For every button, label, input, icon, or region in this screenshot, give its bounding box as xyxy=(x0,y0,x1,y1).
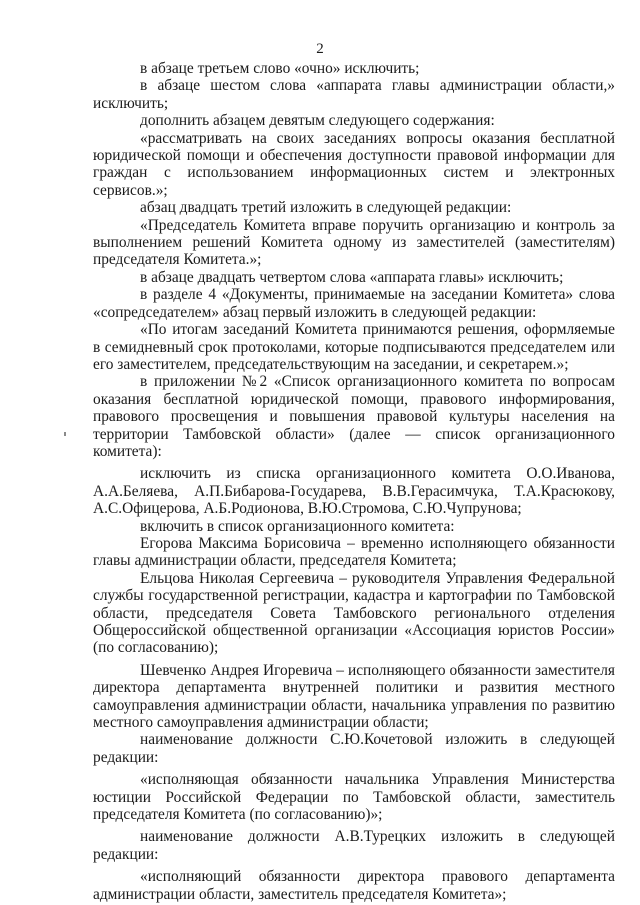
paragraph: дополнить абзацем девятым следующего содержания: xyxy=(140,112,495,130)
paragraph: Егорова Максима Борисовича – временно исполняющего обязанности главы администрации области, председателя Комитета; xyxy=(93,534,615,570)
paragraph: «По итогам заседаний Комитета принимаются решения, оформляемые в семидневный срок протоколами, которые подписываются председателем или его заместителем, председательствующим на заседании, и секретарем.»; xyxy=(93,321,615,373)
page-number: 2 xyxy=(316,41,324,57)
paragraph: наименование должности А.В.Турецких изложить в следующей редакции: xyxy=(93,828,615,863)
paragraph: Шевченко Андрея Игоревича – исполняющего обязанности заместителя директора департамента внутренней политики и развития местного самоуправления администрации области, начальника управления по развитию местного самоуправления администрации области; xyxy=(93,661,615,732)
paragraph: «рассматривать на своих заседаниях вопросы оказания бесплатной юридической помощи и обеспечения доступности правовой информации для граждан с использованием информационных систем и электронных сервисов.»; xyxy=(93,129,615,199)
paragraph: исключить из списка организационного комитета О.О.Иванова, А.А.Беляева, А.П.Бибарова-Государева, В.В.Герасимчука, Т.А.Красюкову, А.С.Офицерова, А.Б.Родионова, В.Ю.Стромова, С.Ю.Чупрунова; xyxy=(93,465,615,518)
paragraph: наименование должности С.Ю.Кочетовой изложить в следующей редакции: xyxy=(93,731,615,766)
paragraph: абзац двадцать третий изложить в следующей редакции: xyxy=(140,199,512,217)
document-body xyxy=(93,60,615,903)
paragraph: в разделе 4 «Документы, принимаемые на заседании Комитета» слова «сопредседателем» абзац первый изложить в следующей редакции: xyxy=(93,286,615,321)
paragraph: «исполняющий обязанности директора правового департамента администрации области, заместитель председателя Комитета»; xyxy=(93,868,615,903)
paragraph: «исполняющая обязанности начальника Управления Министерства юстиции Российской Федерации по Тамбовской области, заместитель председателя Комитета (по согласованию)»; xyxy=(93,771,615,824)
paragraph: Ельцова Николая Сергеевича – руководителя Управления Федеральной службы государственной регистрации, кадастра и картографии по Тамбовской области, председателя Совета Тамбовского регионального отделения Общероссийской общественной организации «Ассоциация юристов России» (по согласованию); xyxy=(93,569,615,657)
paragraph: в приложении №2 «Список организационного комитета по вопросам оказания бесплатной юридической помощи, правового информирования, правового просвещения и повышения правовой культуры населения на территории Тамбовской области» (далее — список организационного комитета): xyxy=(93,373,615,460)
paragraph: включить в список организационного комитета: xyxy=(140,517,455,535)
paragraph: «Председатель Комитета вправе поручить организацию и контроль за выполнением решений Комитета одному из заместителей (заместителям) председателя Комитета.»; xyxy=(93,216,615,269)
paragraph: в абзаце третьем слово «очно» исключить; xyxy=(140,60,420,77)
scan-speck xyxy=(64,432,66,436)
paragraph: в абзаце шестом слова «аппарата главы администрации области,» исключить; xyxy=(93,77,615,112)
paragraph: в абзаце двадцать четвертом слова «аппарата главы» исключить; xyxy=(140,268,564,286)
